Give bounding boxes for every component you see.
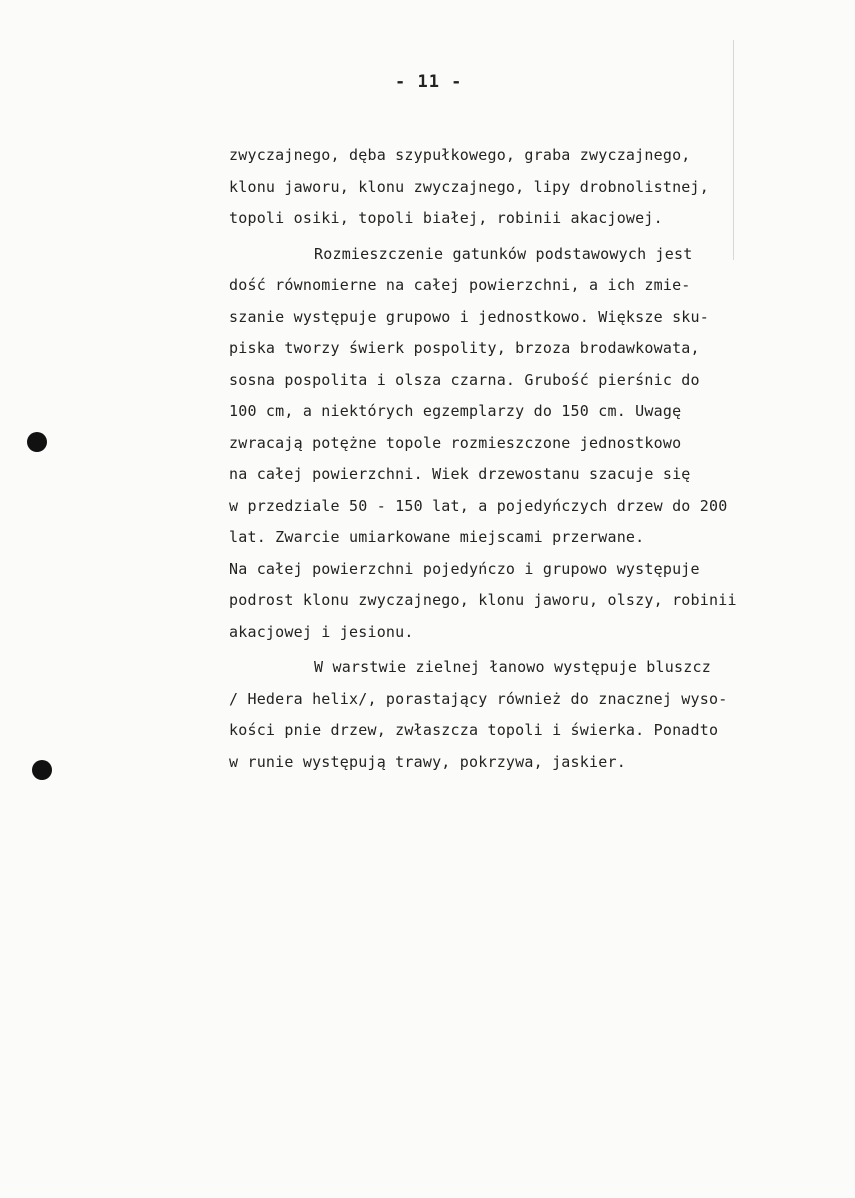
text-line: / Hedera helix/, porastający również do znacznej wyso- [229, 689, 728, 708]
text-line: szanie występuje grupowo i jednostkowo. Większe sku- [229, 307, 709, 326]
paragraph-start-line: Rozmieszczenie gatunków podstawowych jest [314, 244, 693, 263]
text-line: topoli osiki, topoli białej, robinii akacjowej. [229, 209, 663, 227]
paragraph-start-line: W warstwie zielnej łanowo występuje bluszcz [314, 658, 711, 676]
text-line: w przedziale 50 - 150 lat, a pojedyńczych drzew do 200 [229, 496, 728, 515]
punch-hole [32, 760, 52, 780]
text-line: lat. Zwarcie umiarkowane miejscami przerwane. [229, 528, 645, 546]
text-line: w runie występują trawy, pokrzywa, jaskier. [229, 752, 626, 771]
text-line: dość równomierne na całej powierzchni, a ich zmie- [229, 276, 691, 294]
text-line: podrost klonu zwyczajnego, klonu jaworu, olszy, robinii [229, 591, 737, 609]
body-text [229, 140, 809, 778]
text-line: kości pnie drzew, zwłaszcza topoli i świerka. Ponadto [229, 721, 719, 739]
text-line: na całej powierzchni. Wiek drzewostanu szacuje się [229, 465, 691, 483]
text-line: zwracają potężne topole rozmieszczone jednostkowo [229, 433, 682, 452]
text-line: klonu jaworu, klonu zwyczajnego, lipy drobnolistnej, [229, 177, 709, 196]
text-line: 100 cm, a niektórych egzemplarzy do 150 cm. Uwagę [229, 402, 682, 420]
text-line: akacjowej i jesionu. [229, 622, 414, 641]
punch-hole [27, 432, 47, 452]
text-line: Na całej powierzchni pojedyńczo i grupowo występuje [229, 559, 700, 578]
text-line: piska tworzy świerk pospolity, brzoza brodawkowata, [229, 339, 700, 357]
text-line: zwyczajnego, dęba szypułkowego, graba zwyczajnego, [229, 146, 691, 164]
page-number: - 11 - [395, 72, 463, 92]
text-line: sosna pospolita i olsza czarna. Grubość pierśnic do [229, 370, 700, 389]
